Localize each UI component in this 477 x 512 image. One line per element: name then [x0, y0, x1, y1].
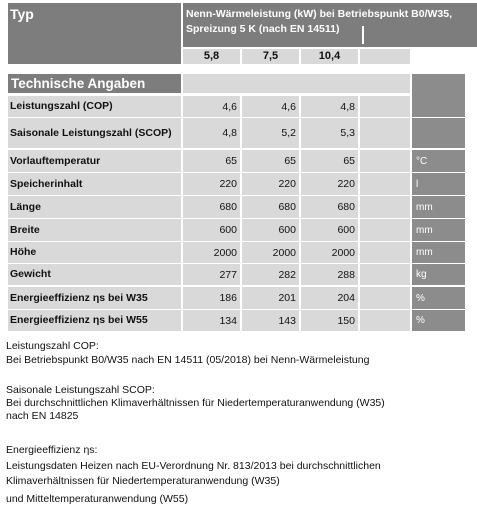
value-cell: 65 — [242, 150, 299, 172]
power-column-2: 7,5 — [242, 49, 299, 64]
value-cell: 680 — [301, 196, 358, 218]
unit-cell: kg — [412, 264, 465, 285]
power-column-3: 10,4 — [301, 49, 358, 64]
row-label: Breite — [8, 219, 181, 241]
row-label: Speicherinhalt — [8, 173, 181, 195]
value-cell: 680 — [183, 196, 240, 218]
value-cell: 4,6 — [242, 96, 299, 117]
unit-cell — [412, 96, 465, 117]
value-cell: 220 — [183, 173, 240, 195]
note-heading: Saisonale Leistungszahl SCOP: — [6, 384, 155, 396]
note-line: Bei durchschnittlichen Klimaverhältnissen für Niedertemperaturanwendung (W35) — [6, 397, 385, 409]
unit-cell: mm — [412, 242, 465, 263]
note-heading: Leistungszahl COP: — [6, 340, 99, 352]
description-header-cell — [183, 3, 477, 47]
table-row — [8, 118, 465, 148]
value-cell — [360, 118, 410, 148]
section-header-spacer — [183, 74, 410, 93]
row-label: Gewicht — [8, 264, 181, 285]
value-cell: 201 — [242, 287, 299, 309]
value-cell: 600 — [183, 219, 240, 241]
value-cell: 220 — [242, 173, 299, 195]
description-text: Nenn-Wärmeleistung (kW) bei Betriebspunkt B0/W35, Spreizung 5 K (nach EN 14511) — [186, 8, 453, 35]
unit-cell: % — [412, 310, 465, 331]
value-cell: 5,3 — [301, 118, 358, 148]
value-cell: 2000 — [301, 242, 358, 263]
value-cell: 4,6 — [183, 96, 240, 117]
note-line: Leistungsdaten Heizen nach EU-Verordnung Nr. 813/2013 bei durchschnittlichen — [6, 460, 381, 472]
note-line: nach EN 14825 — [6, 410, 79, 422]
row-label: Vorlauftemperatur — [8, 150, 181, 172]
table-row — [8, 173, 465, 195]
row-label: Länge — [8, 196, 181, 218]
power-column-4 — [360, 49, 410, 64]
value-cell — [360, 242, 410, 263]
note-line: und Mitteltemperaturanwendung (W55) — [6, 493, 189, 505]
value-cell: 65 — [301, 150, 358, 172]
row-label: Leistungszahl (COP) — [8, 96, 181, 117]
row-label: Höhe — [8, 242, 181, 263]
note-line: Klimaverhältnissen für Niedertemperaturanwendung (W35) — [6, 475, 280, 487]
table-row — [8, 150, 465, 172]
value-cell: 5,2 — [242, 118, 299, 148]
note-line: Bei Betriebspunkt B0/W35 nach EN 14511 (05/2018) bei Nenn-Wärmeleistung — [6, 354, 370, 366]
value-cell: 680 — [242, 196, 299, 218]
table-row — [8, 196, 465, 218]
value-cell: 150 — [301, 310, 358, 331]
section-title: Technische Angaben — [11, 76, 146, 91]
unit-cell — [412, 118, 465, 148]
row-label: Saisonale Leistungszahl (SCOP) — [8, 118, 181, 148]
unit-cell: °C — [412, 150, 465, 172]
value-cell — [360, 173, 410, 195]
table-row — [8, 264, 465, 285]
value-cell: 134 — [183, 310, 240, 331]
value-cell — [360, 96, 410, 117]
row-label: Energieeffizienz ηs bei W35 — [8, 287, 181, 309]
unit-cell: % — [412, 287, 465, 309]
value-cell: 2000 — [242, 242, 299, 263]
text-cursor-bar — [362, 26, 364, 44]
section-title-cell — [8, 74, 181, 93]
row-label: Energieeffizienz ηs bei W55 — [8, 310, 181, 331]
value-cell: 288 — [301, 264, 358, 285]
table-row — [8, 310, 465, 331]
table-row — [8, 219, 465, 241]
value-cell — [360, 196, 410, 218]
value-cell — [360, 287, 410, 309]
value-cell: 186 — [183, 287, 240, 309]
value-cell: 4,8 — [183, 118, 240, 148]
value-cell: 282 — [242, 264, 299, 285]
value-cell — [360, 219, 410, 241]
table-row — [8, 287, 465, 309]
table-row — [8, 242, 465, 263]
power-column-1: 5,8 — [183, 49, 240, 64]
value-cell: 4,8 — [301, 96, 358, 117]
value-cell — [360, 310, 410, 331]
unit-cell: mm — [412, 219, 465, 241]
table-row — [8, 96, 465, 117]
type-header-cell — [8, 3, 181, 64]
value-cell: 220 — [301, 173, 358, 195]
value-cell: 65 — [183, 150, 240, 172]
value-cell — [360, 150, 410, 172]
type-label: Typ — [10, 6, 34, 22]
value-cell: 204 — [301, 287, 358, 309]
value-cell: 143 — [242, 310, 299, 331]
note-heading: Energieeffizienz ηs: — [6, 444, 98, 456]
value-cell: 600 — [242, 219, 299, 241]
unit-cell: mm — [412, 196, 465, 218]
value-cell: 2000 — [183, 242, 240, 263]
value-cell: 600 — [301, 219, 358, 241]
unit-cell: l — [412, 173, 465, 195]
value-cell: 277 — [183, 264, 240, 285]
value-cell — [360, 264, 410, 285]
unit-column-header — [412, 74, 465, 93]
